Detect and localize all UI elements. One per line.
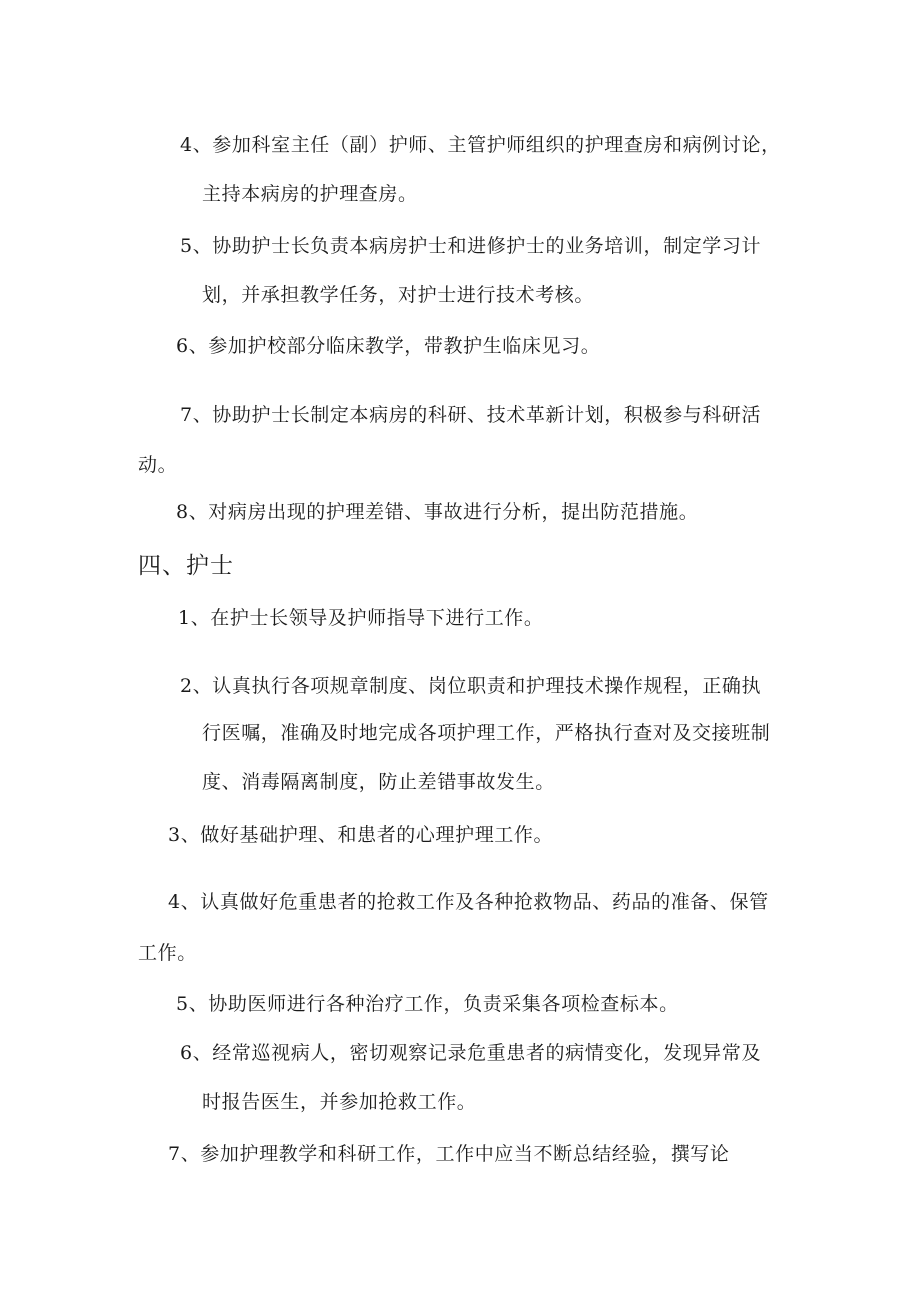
section-heading: 四、护士 (138, 553, 234, 579)
item-8: 8、对病房出现的护理差错、事故进行分析，提出防范措施。 (176, 501, 699, 523)
nurse-item-2-line-1: 2、认真执行各项规章制度、岗位职责和护理技术操作规程，正确执 (180, 675, 762, 697)
nurse-item-4-line-2: 工作。 (138, 942, 197, 964)
item-4-line-1: 4、参加科室主任（副）护师、主管护师组织的护理查房和病例讨论， (180, 134, 781, 156)
item-5-line-2: 划，并承担教学任务，对护士进行技术考核。 (202, 284, 595, 306)
item-7-line-1: 7、协助护士长制定本病房的科研、技术革新计划，积极参与科研活 (180, 404, 762, 426)
nurse-item-6-line-1: 6、经常巡视病人，密切观察记录危重患者的病情变化，发现异常及 (180, 1042, 762, 1064)
nurse-item-5: 5、协助医师进行各种治疗工作，负责采集各项检查标本。 (176, 993, 679, 1015)
item-4-line-2: 主持本病房的护理查房。 (202, 183, 418, 205)
nurse-item-2-line-3: 度、消毒隔离制度，防止差错事故发生。 (202, 771, 555, 793)
item-5-line-1: 5、协助护士长负责本病房护士和进修护士的业务培训，制定学习计 (180, 235, 762, 257)
item-6: 6、参加护校部分临床教学，带教护生临床见习。 (176, 335, 601, 357)
nurse-item-1: 1、在护士长领导及护师指导下进行工作。 (178, 607, 544, 629)
nurse-item-6-line-2: 时报告医生，并参加抢救工作。 (202, 1091, 477, 1113)
nurse-item-4-line-1: 4、认真做好危重患者的抢救工作及各种抢救物品、药品的准备、保管 (168, 891, 769, 913)
nurse-item-7-line-1: 7、参加护理教学和科研工作，工作中应当不断总结经验，撰写论 (168, 1143, 730, 1165)
nurse-item-2-line-2: 行医嘱，准确及时地完成各项护理工作，严格执行查对及交接班制 (202, 722, 771, 744)
nurse-item-3: 3、做好基础护理、和患者的心理护理工作。 (168, 824, 554, 846)
item-7-line-2: 动。 (138, 454, 178, 476)
